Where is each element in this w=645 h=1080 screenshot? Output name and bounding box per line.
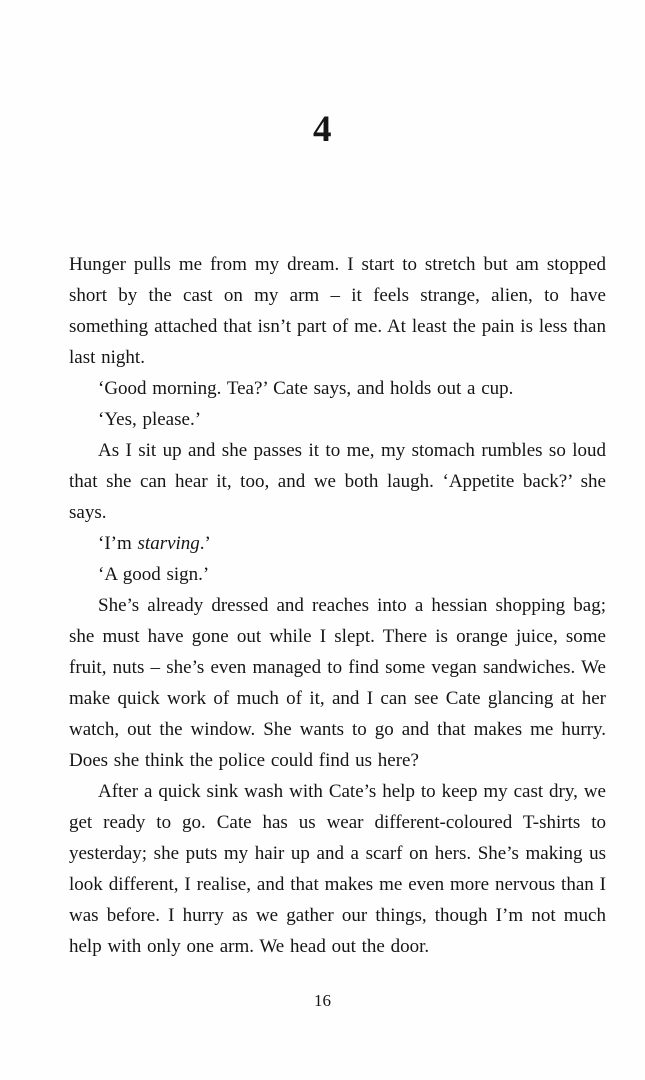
paragraph: ‘Yes, please.’ xyxy=(98,409,202,430)
paragraph: As I sit up and she passes it to me, my stomach rumbles so loud that she can hear it, too, and we both laugh. ‘Appetite back?’ she says. xyxy=(69,440,606,523)
paragraph: ‘A good sign.’ xyxy=(98,564,210,585)
page-number: 16 xyxy=(314,991,331,1010)
paragraph: She’s already dressed and reaches into a hessian shopping bag; she must have gone out while I slept. There is orange juice, some fruit, nuts – she’s even managed to find some vegan sandwiches. We make quick work of much of it, and I can see Cate glancing at her watch, out the window. She wants to go and that makes me hurry. Does she think the police could find us here? xyxy=(69,595,606,771)
paragraph-text: ‘I’m xyxy=(98,533,138,554)
paragraph: ‘Good morning. Tea?’ Cate says, and holds out a cup. xyxy=(98,378,514,399)
paragraph: Hunger pulls me from my dream. I start to stretch but am stopped short by the cast on my arm – it feels strange, alien, to have something attached that isn’t part of me. At least the pain is less than last night. xyxy=(69,254,606,368)
paragraph: After a quick sink wash with Cate’s help to keep my cast dry, we get ready to go. Cate has us wear different-coloured T-shirts to yesterday; she puts my hair up and a scarf on hers. She’s making us look different, I realise, and that makes me even more nervous than I was before. I hurry as we gather our things, though I’m not much help with only one arm. We head out the door. xyxy=(69,781,606,957)
italic-word: starving xyxy=(137,533,200,554)
paragraph-text: .’ xyxy=(199,533,211,554)
paragraph-with-italic xyxy=(69,528,606,559)
chapter-number: 4 xyxy=(313,109,332,150)
body-text xyxy=(69,249,606,962)
